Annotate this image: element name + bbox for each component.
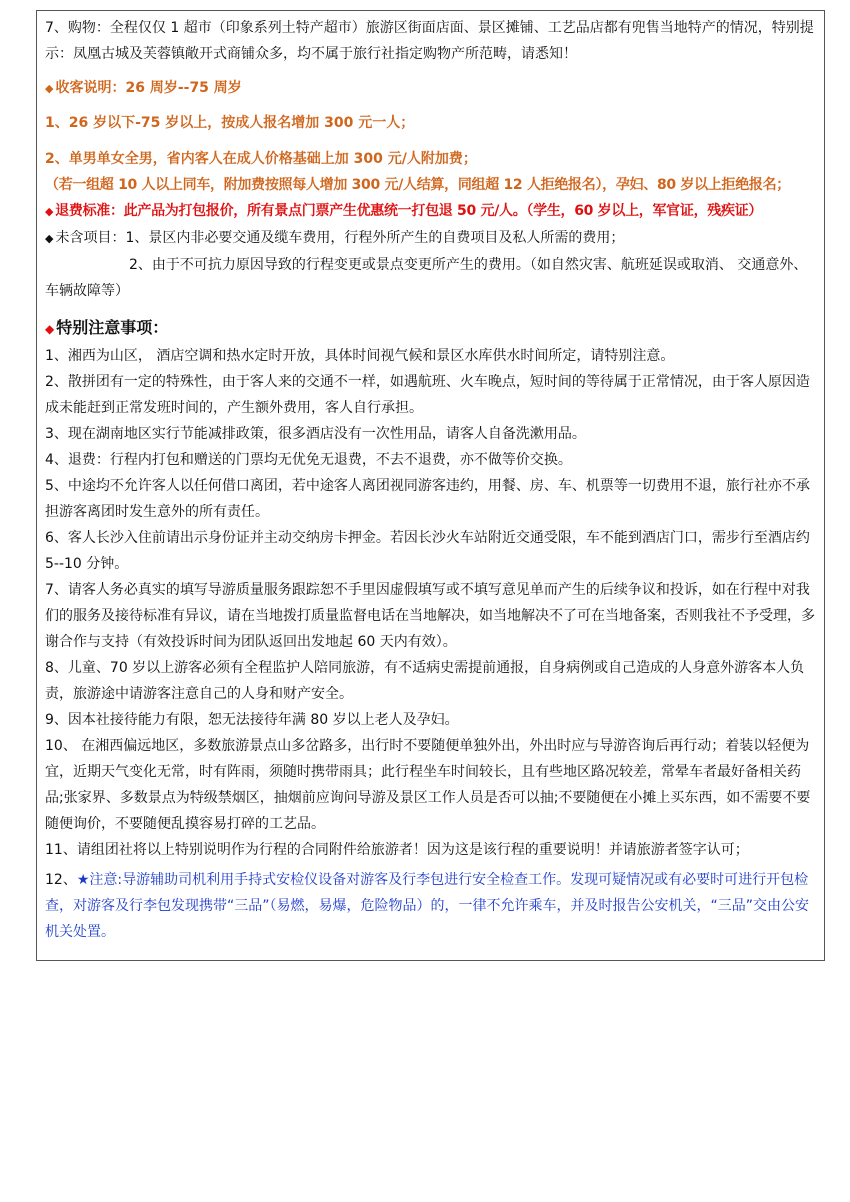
note-item: 2、散拼团有一定的特殊性，由于客人来的交通不一样，如遇航班、火车晚点，短时间的等待属于正常情况，由于客人原因造成未能赶到正常发班时间的，产生额外费用，客人自行承担。 [45,374,810,416]
age-title-text: 收客说明：26 周岁--75 周岁 [55,80,242,96]
note-item: 7、请客人务必真实的填写导游质量服务跟踪恕不手里因虚假填写或不填写意见单而产生的后续争议和投诉，如在行程中对我们的服务及接待标准有异议，请在当地拨打质量监督电话在当地解决，如当地解决不了可在当地备案，否则我社不予受理，多谢合作与支持（有效投诉时间为团队返回出发地起 60 天内有效）。 [45,582,815,650]
note-item-12 [45,867,816,945]
refund-policy [45,198,816,225]
shopping-paragraph: 7、购物：全程仅仅 1 超市（印象系列土特产超市）旅游区街面店面、景区摊铺、工艺品店都有兜售当地特产的情况，特别提示：凤凰古城及芙蓉镇敞开式商铺众多，均不属于旅行社指定购物产所范畴，请悉知！ [45,20,814,62]
excluded-line-2: 2、由于不可抗力原因导致的行程变更或景点变更所产生的费用。（如自然灾害、航班延误或取消、 交通意外、车辆故障等） [45,257,808,299]
diamond-icon: ◆ [45,232,54,245]
age-line-1: 1、26 岁以下-75 岁以上，按成人报名增加 300 元一人； [45,115,415,131]
diamond-icon: ◆ [45,82,54,95]
security-check-notice: ★注意:导游辅助司机利用手持式安检仪设备对游客及行李包进行安全检查工作。发现可疑情况或有必要时可进行开包检查，对游客及行李包发现携带“三品”（易燃，易爆，危险物品）的，一律不允许乘车，并及时报告公安机关，“三品”交由公安机关处置。 [45,872,810,940]
note-item: 1、湘西为山区， 酒店空调和热水定时开放，具体时间视气候和景区水库供水时间所定，请特别注意。 [45,348,675,364]
note-item: 6、客人长沙入住前请出示身份证并主动交纳房卡押金。若因长沙火车站附近交通受限，车不能到酒店门口，需步行至酒店约 5--10 分钟。 [45,530,810,572]
excluded-line-1 [45,225,816,252]
age-line-3: （若一组超 10 人以上同车，附加费按照每人增加 300 元/人结算，同组超 12 人拒绝报名），孕妇、80 岁以上拒绝报名； [45,177,791,193]
note-item-12-number: 12、 [45,872,77,888]
note-item: 10、 在湘西偏远地区，多数旅游景点山多岔路多，出行时不要随便单独外出，外出时应与导游咨询后再行动；着装以轻便为宜，近期天气变化无常，时有阵雨，须随时携带雨具；此行程坐车时间较长，且有些地区路况较差，常晕车者最好备相关药品;张家界、多数景点为特级禁烟区，抽烟前应询问导游及景区工作人员是否可以抽;不要随便在小摊上买东西，如不需要不要随便询价，不要随便乱摸容易打碎的工艺品。 [45,738,811,832]
note-item: 3、现在湖南地区实行节能减排政策，很多酒店没有一次性用品，请客人自备洗漱用品。 [45,426,586,442]
notes-heading-text: 特别注意事项： [56,318,169,337]
excluded-line-1-text: 未含项目：1、景区内非必要交通及缆车费用，行程外所产生的自费项目及私人所需的费用； [55,230,625,246]
notes-heading [45,314,816,343]
note-item: 11、请组团社将以上特别说明作为行程的合同附件给旅游者！因为这是该行程的重要说明！并请旅游者签字认可； [45,842,749,858]
note-item: 5、中途均不允许客人以任何借口离团，若中途客人离团视同游客违约，用餐、房、车、机票等一切费用不退，旅行社亦不承担游客离团时发生意外的所有责任。 [45,478,810,520]
note-item: 4、退费：行程内打包和赠送的门票均无优免无退费，不去不退费，亦不做等价交换。 [45,452,572,468]
age-line-2: 2、单男单女全男，省内客人在成人价格基础上加 300 元/人附加费； [45,151,477,167]
itinerary-notes-box [36,10,825,961]
note-item: 9、因本社接待能力有限，恕无法接待年满 80 岁以上老人及孕妇。 [45,712,459,728]
age-title [45,75,816,102]
note-item: 8、儿童、70 岁以上游客必须有全程监护人陪同旅游，有不适病史需提前通报，自身病例或自己造成的人身意外游客本人负责，旅游途中请游客注意自己的人身和财产安全。 [45,660,805,702]
refund-policy-text: 退费标准：此产品为打包报价，所有景点门票产生优惠统一打包退 50 元/人。（学生，60 岁以上，军官证，残疾证） [55,203,763,219]
diamond-icon: ◆ [45,205,54,218]
diamond-icon: ◆ [45,322,55,336]
